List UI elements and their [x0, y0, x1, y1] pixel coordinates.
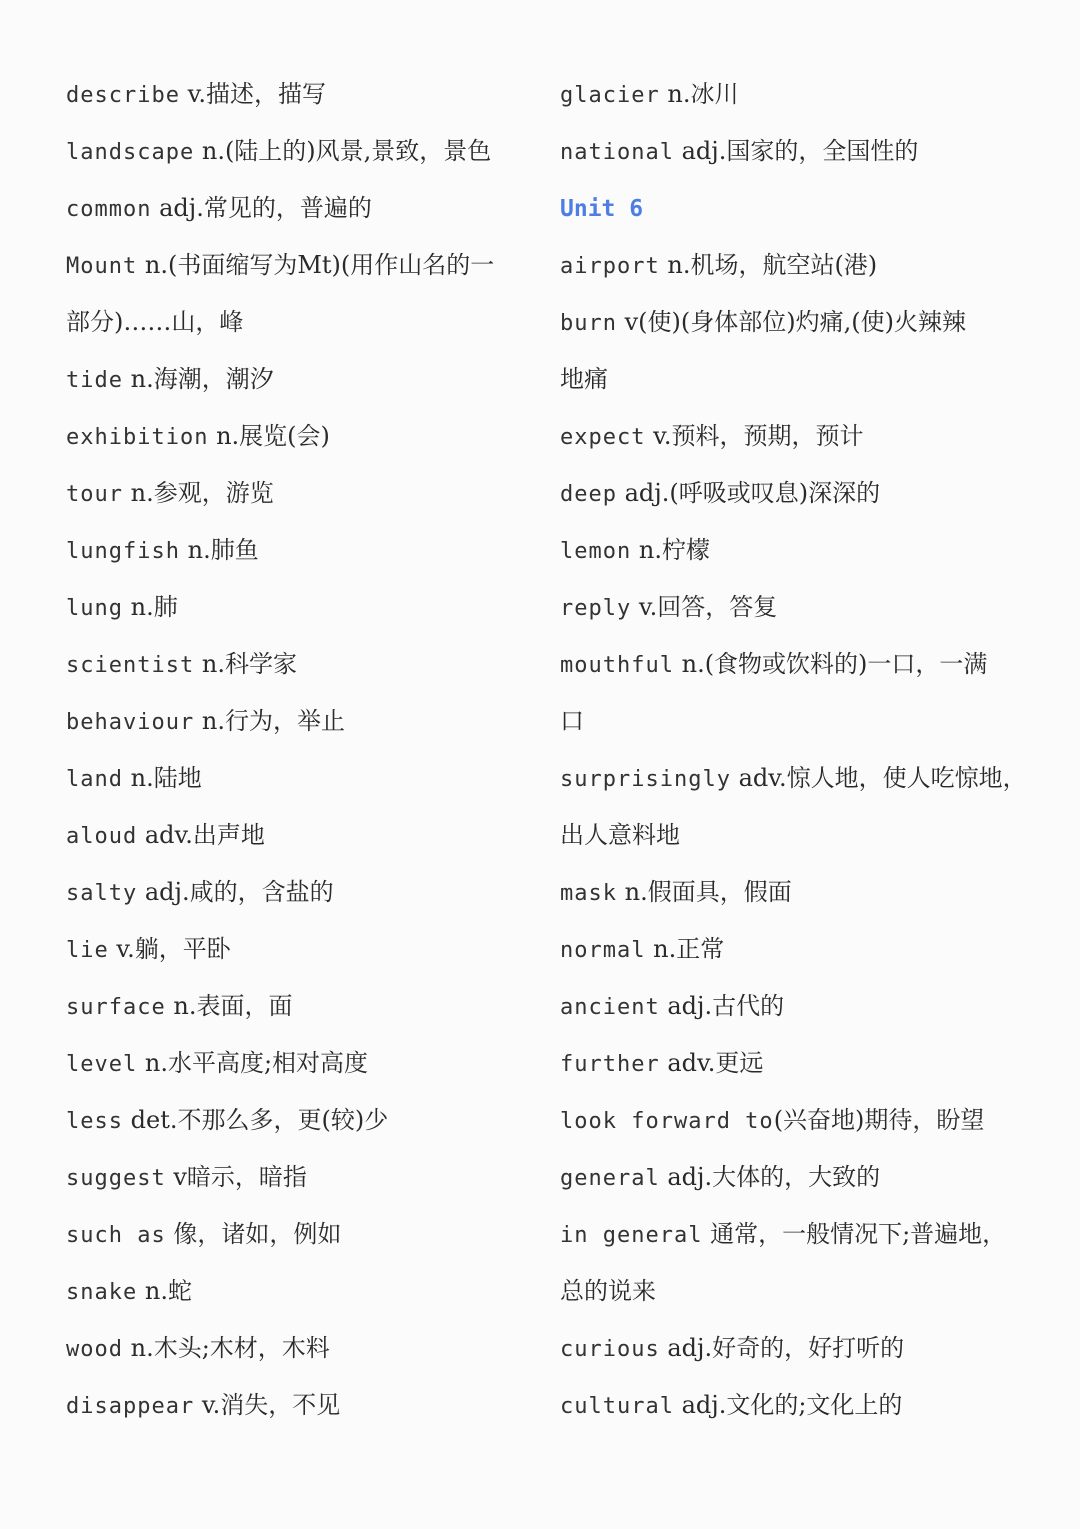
- entry-word: scientist: [66, 653, 195, 678]
- entry-meaning: v暗示，暗指: [173, 1163, 307, 1191]
- vocab-entry: [66, 1092, 536, 1149]
- entry-meaning: n.科学家: [201, 650, 297, 678]
- entry-word: deep: [560, 482, 617, 507]
- vocab-entry: [66, 921, 536, 978]
- entry-meaning: 出人意料地: [560, 821, 680, 849]
- vocab-entry: [66, 180, 536, 237]
- vocab-entry: [66, 465, 536, 522]
- entry-word: level: [66, 1052, 138, 1077]
- entry-meaning: v.回答，答复: [638, 593, 778, 621]
- entry-word: surprisingly: [560, 767, 731, 792]
- entry-word: mouthful: [560, 653, 674, 678]
- vocab-entry: [560, 522, 1030, 579]
- entry-meaning: v(使)(身体部位)灼痛,(使)火辣辣: [624, 308, 966, 336]
- entry-word: wood: [66, 1337, 123, 1362]
- entry-meaning: n.展览(会): [216, 422, 330, 450]
- entry-meaning: v.预料，预期，预计: [653, 422, 864, 450]
- vocab-entry: [66, 237, 536, 294]
- entry-meaning: v.消失，不见: [201, 1391, 341, 1419]
- entry-word: tide: [66, 368, 123, 393]
- entry-meaning: adj.好奇的，好打听的: [667, 1334, 905, 1362]
- entry-word: in general: [560, 1223, 703, 1248]
- entry-word: ancient: [560, 995, 660, 1020]
- entry-word: further: [560, 1052, 660, 1077]
- entry-meaning: n.蛇: [144, 1277, 192, 1305]
- entry-word: mask: [560, 881, 617, 906]
- entry-word: lemon: [560, 539, 632, 564]
- entry-word: expect: [560, 425, 646, 450]
- vocab-entry-continuation: [66, 294, 536, 351]
- entry-meaning: (兴奋地)期待，盼望: [773, 1106, 985, 1134]
- entry-word: suggest: [66, 1166, 166, 1191]
- entry-word: surface: [66, 995, 166, 1020]
- entry-word: less: [66, 1109, 123, 1134]
- entry-meaning: n.肺: [130, 593, 178, 621]
- entry-word: normal: [560, 938, 646, 963]
- vocab-entry: [560, 66, 1030, 123]
- vocab-entry: [560, 408, 1030, 465]
- vocab-entry: [66, 750, 536, 807]
- entry-word: look forward to: [560, 1109, 774, 1134]
- entry-word: salty: [66, 881, 138, 906]
- entry-meaning: adj.国家的，全国性的: [681, 137, 919, 165]
- entry-meaning: 部分)……山，峰: [66, 308, 244, 336]
- vocab-entry: [560, 237, 1030, 294]
- entry-meaning: n.柠檬: [638, 536, 710, 564]
- entry-word: exhibition: [66, 425, 209, 450]
- entry-word: land: [66, 767, 123, 792]
- entry-word: cultural: [560, 1394, 674, 1419]
- vocab-entry: [560, 1320, 1030, 1377]
- entry-word: aloud: [66, 824, 138, 849]
- vocab-entry-continuation: [560, 807, 1030, 864]
- entry-meaning: n.正常: [653, 935, 725, 963]
- entry-meaning: n.机场，航空站(港): [667, 251, 878, 279]
- entry-meaning: 地痛: [560, 365, 608, 393]
- vocab-entry: [66, 978, 536, 1035]
- vocab-entry: [560, 1149, 1030, 1206]
- entry-word: curious: [560, 1337, 660, 1362]
- entry-word: describe: [66, 83, 180, 108]
- entry-meaning: v.描述，描写: [187, 80, 326, 108]
- unit-heading-text: Unit 6: [560, 196, 644, 222]
- vocab-entry: [66, 522, 536, 579]
- vocab-entry: [66, 636, 536, 693]
- entry-word: common: [66, 197, 152, 222]
- entry-meaning: n.行为，举止: [201, 707, 345, 735]
- vocab-entry: [66, 864, 536, 921]
- entry-word: general: [560, 1166, 660, 1191]
- entry-meaning: 通常，一般情况下;普遍地，: [710, 1220, 1007, 1248]
- entry-meaning: n.表面，面: [173, 992, 293, 1020]
- entry-word: tour: [66, 482, 123, 507]
- entry-meaning: n.(陆上的)风景,景致，景色: [201, 137, 492, 165]
- vocab-entry: [560, 123, 1030, 180]
- entry-meaning: n.水平高度;相对高度: [144, 1049, 369, 1077]
- entry-meaning: v.躺，平卧: [116, 935, 231, 963]
- vocab-entry: [66, 408, 536, 465]
- vocab-entry: [66, 66, 536, 123]
- entry-meaning: adj.常见的，普遍的: [159, 194, 372, 222]
- entry-meaning: adv.惊人地，使人吃惊地，: [738, 764, 1027, 792]
- entry-word: disappear: [66, 1394, 195, 1419]
- entry-word: reply: [560, 596, 632, 621]
- entry-meaning: adj.文化的;文化上的: [681, 1391, 903, 1419]
- vocab-entry: [560, 1035, 1030, 1092]
- vocab-entry: [66, 1149, 536, 1206]
- entry-word: airport: [560, 254, 660, 279]
- entry-meaning: 像，诸如，例如: [173, 1220, 342, 1248]
- entry-meaning: 口: [560, 707, 584, 735]
- entry-meaning: n.陆地: [130, 764, 202, 792]
- entry-meaning: n.冰川: [667, 80, 739, 108]
- entry-meaning: n.参观，游览: [130, 479, 274, 507]
- vocab-entry: [66, 1206, 536, 1263]
- entry-word: lungfish: [66, 539, 180, 564]
- entry-meaning: n.肺鱼: [187, 536, 259, 564]
- vocab-entry: [560, 1377, 1030, 1434]
- vocab-entry: [66, 1377, 536, 1434]
- entry-meaning: n.海潮，潮汐: [130, 365, 274, 393]
- vocab-entry: [560, 1092, 1030, 1149]
- entry-meaning: n.假面具，假面: [624, 878, 792, 906]
- entry-meaning: adj.古代的: [667, 992, 785, 1020]
- vocab-entry: [560, 864, 1030, 921]
- right-column: [560, 66, 1030, 1434]
- vocab-entry-continuation: [560, 351, 1030, 408]
- entry-meaning: n.(书面缩写为Mt)(用作山名的一: [144, 251, 495, 279]
- entry-word: snake: [66, 1280, 138, 1305]
- vocab-entry: [66, 351, 536, 408]
- vocab-entry: [560, 465, 1030, 522]
- entry-word: glacier: [560, 83, 660, 108]
- vocab-entry: [560, 750, 1030, 807]
- unit-heading: [560, 180, 1030, 237]
- vocab-entry: [560, 1206, 1030, 1263]
- vocab-entry: [66, 1035, 536, 1092]
- vocab-entry: [560, 579, 1030, 636]
- entry-word: such as: [66, 1223, 166, 1248]
- vocab-entry: [66, 693, 536, 750]
- entry-word: landscape: [66, 140, 195, 165]
- vocab-entry: [560, 636, 1030, 693]
- vocab-entry: [560, 294, 1030, 351]
- entry-word: lung: [66, 596, 123, 621]
- vocab-entry: [66, 807, 536, 864]
- entry-meaning: adv.出声地: [144, 821, 265, 849]
- entry-word: Mount: [66, 254, 138, 279]
- entry-meaning: 总的说来: [560, 1277, 656, 1305]
- vocab-entry: [560, 978, 1030, 1035]
- vocab-entry: [66, 1263, 536, 1320]
- entry-meaning: adj.(呼吸或叹息)深深的: [624, 479, 881, 507]
- vocab-entry-continuation: [560, 1263, 1030, 1320]
- left-column: [66, 66, 536, 1434]
- entry-word: behaviour: [66, 710, 195, 735]
- vocab-entry-continuation: [560, 693, 1030, 750]
- vocab-entry: [66, 579, 536, 636]
- entry-meaning: det.不那么多，更(较)少: [130, 1106, 389, 1134]
- vocab-entry: [66, 123, 536, 180]
- entry-word: lie: [66, 938, 109, 963]
- entry-word: burn: [560, 311, 617, 336]
- entry-meaning: adj.大体的，大致的: [667, 1163, 881, 1191]
- vocab-entry: [560, 921, 1030, 978]
- entry-meaning: n.(食物或饮料的)一口，一满: [681, 650, 988, 678]
- entry-word: national: [560, 140, 674, 165]
- entry-meaning: adj.咸的，含盐的: [144, 878, 334, 906]
- vocab-entry: [66, 1320, 536, 1377]
- entry-meaning: n.木头;木材，木料: [130, 1334, 330, 1362]
- entry-meaning: adv.更远: [667, 1049, 764, 1077]
